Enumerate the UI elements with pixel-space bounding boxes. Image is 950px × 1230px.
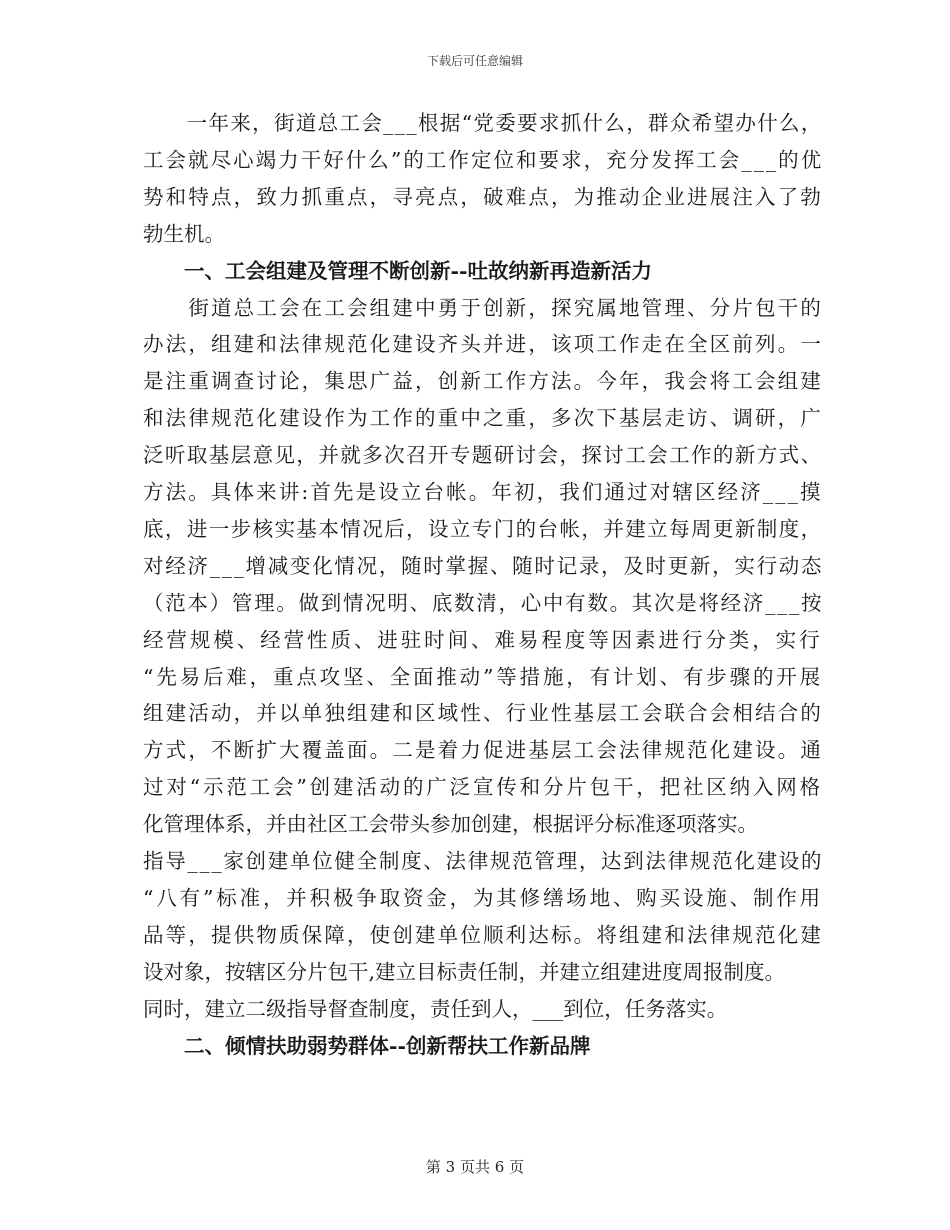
paragraph-line: 方式，不断扩大覆盖面。二是着力促进基层工会法律规范化建设。通: [143, 738, 823, 763]
paragraph-line: 底，进一步核实基本情况后，设立专门的台帐，并建立每周更新制度，: [143, 516, 823, 541]
paragraph-line: 办法，组建和法律规范化建设齐头并进，该项工作走在全区前列。一: [143, 332, 823, 357]
paragraph-line: 势和特点，致力抓重点，寻亮点，破难点，为推动企业进展注入了勃: [143, 184, 823, 209]
page-footer: 第 3 页共 6 页: [425, 1158, 525, 1176]
paragraph-line: 对经济___增减变化情况，随时掌握、随时记录，及时更新，实行动态: [143, 553, 824, 578]
paragraph-line: 街道总工会在工会组建中勇于创新，探究属地管理、分片包干的: [143, 295, 823, 320]
paragraph-line: 一年来，街道总工会___根据“党委要求抓什么，群众希望办什么，: [143, 111, 823, 135]
page-header: 下载后可任意编辑: [426, 54, 523, 68]
paragraph-line: 经营规模、经营性质、进驻时间、难易程度等因素进行分类，实行: [143, 627, 823, 652]
paragraph-line: “八有”标准，并积极争取资金，为其修缮场地、购买设施、制作用: [143, 885, 823, 910]
paragraph-line: 化管理体系，并由社区工会带头参加创建，根据评分标准逐项落实。: [143, 812, 758, 837]
section-heading: 一、工会组建及管理不断创新--吐故纳新再造新活力: [143, 258, 653, 283]
paragraph-line: 过对“示范工会”创建活动的广泛宣传和分片包干，把社区纳入网格: [143, 775, 823, 800]
paragraph-line: 工会就尽心竭力干好什么”的工作定位和要求，充分发挥工会___的优: [143, 147, 824, 172]
paragraph-line: 组建活动，并以单独组建和区域性、行业性基层工会联合会相结合的: [143, 701, 823, 726]
paragraph-line: “先易后难，重点攻坚、全面推动”等措施，有计划、有步骤的开展: [143, 664, 823, 689]
paragraph-line: 泛听取基层意见，并就多次召开专题研讨会，探讨工会工作的新方式、: [143, 443, 823, 468]
paragraph-line: 勃生机。: [143, 221, 225, 246]
paragraph-line: 同时，建立二级指导督查制度，责任到人，___到位，任务落实。: [143, 996, 728, 1021]
paragraph-line: 是注重调查讨论，集思广益，创新工作方法。今年，我会将工会组建: [143, 369, 823, 394]
paragraph-line: （范本）管理。做到情况明、底数清，心中有数。其次是将经济___按: [143, 590, 824, 615]
paragraph-line: 和法律规范化建设作为工作的重中之重，多次下基层走访、调研，广: [143, 406, 823, 431]
paragraph-line: 方法。具体来讲:首先是设立台帐。年初，我们通过对辖区经济___摸: [143, 480, 823, 504]
paragraph-line: 设对象，按辖区分片包干,建立目标责任制，并建立组建进度周报制度。: [143, 959, 786, 984]
section-heading: 二、倾情扶助弱势群体--创新帮扶工作新品牌: [143, 1033, 591, 1058]
paragraph-line: 指导___家创建单位健全制度、法律规范管理，达到法律规范化建设的: [143, 849, 824, 873]
paragraph-line: 品等，提供物质保障，使创建单位顺利达标。将组建和法律规范化建: [143, 922, 823, 947]
